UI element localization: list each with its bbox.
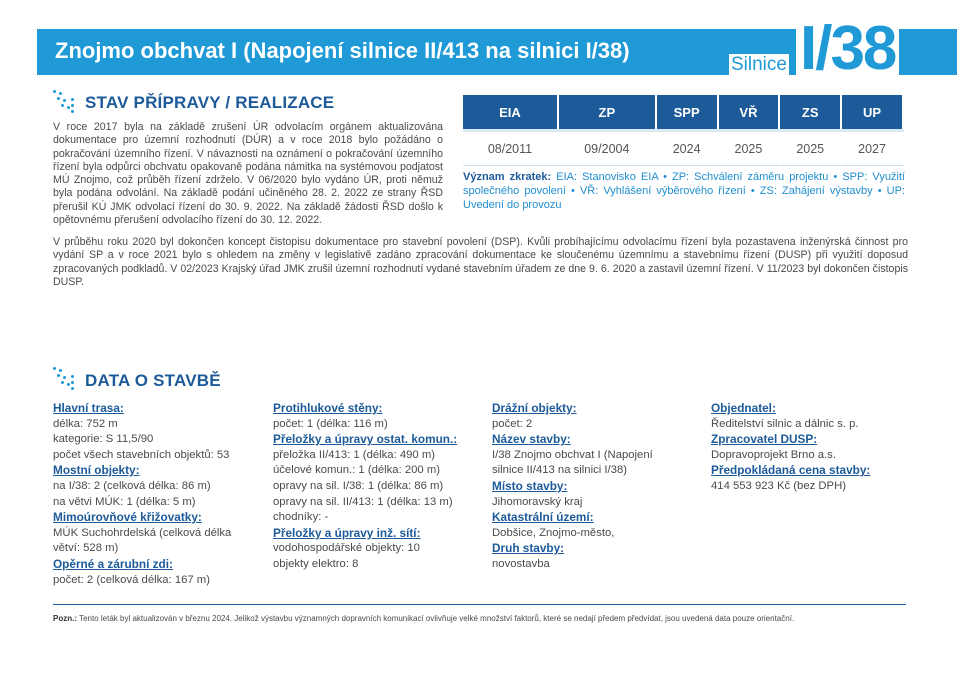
data-label: Protihlukové stěny: bbox=[273, 401, 383, 415]
road-number: I/38 bbox=[796, 18, 899, 80]
data-value: Dopravoprojekt Brno a.s. bbox=[711, 448, 836, 461]
data-value: délka: 752 m bbox=[53, 417, 118, 430]
legend-text: EIA: Stanovisko EIA • ZP: Schválení záměru projektu • SPP: Využití společného povolení • VŘ: Vyhlášení výběrového řízení • ZS: Zahájení výstavby • UP: Uvedení do provozu bbox=[463, 171, 905, 211]
data-value: počet: 1 (délka: 116 m) bbox=[273, 417, 388, 430]
data-column-4 bbox=[711, 401, 911, 495]
data-section-title: DATA O STAVBĚ bbox=[85, 371, 221, 390]
data-value: větví: 528 m) bbox=[53, 542, 119, 555]
data-value: počet: 2 bbox=[492, 417, 533, 430]
phase-date: 2024 bbox=[657, 132, 719, 166]
data-value: 414 553 923 Kč (bez DPH) bbox=[711, 479, 847, 492]
data-value: počet všech stavebních objektů: 53 bbox=[53, 448, 230, 461]
footer-text: Tento leták byl aktualizován v březnu 2024. Jelikož výstavbu významných dopravních komunikací ovlivňuje velké množství faktorů, které se nedají předem předvídat, jsou uvedená data pouze orientační. bbox=[79, 614, 795, 623]
phase-header: EIA bbox=[463, 95, 559, 129]
data-value: Jihomoravský kraj bbox=[492, 495, 583, 508]
data-label: Katastrální území: bbox=[492, 510, 594, 525]
data-value: objekty elektro: 8 bbox=[273, 557, 359, 570]
phase-date: 2027 bbox=[842, 132, 904, 166]
data-label: Objednatel: bbox=[711, 401, 776, 415]
data-value: kategorie: S 11,5/90 bbox=[53, 433, 154, 446]
phase-header: ZP bbox=[559, 95, 657, 129]
status-section-title: STAV PŘÍPRAVY / REALIZACE bbox=[85, 93, 335, 112]
data-label: Přeložky a úpravy inž. sítí: bbox=[273, 525, 421, 540]
phase-header: ZS bbox=[780, 95, 842, 129]
data-label: Zpracovatel DUSP: bbox=[711, 432, 818, 447]
phases-table bbox=[463, 95, 904, 166]
data-value: vodohospodářské objekty: 10 bbox=[273, 542, 420, 555]
data-label: Předpokládaná cena stavby: bbox=[711, 463, 871, 478]
dots-icon bbox=[53, 90, 77, 112]
data-column-1 bbox=[53, 401, 263, 588]
phase-date: 08/2011 bbox=[463, 132, 559, 166]
data-value: novostavba bbox=[492, 557, 550, 570]
data-column-3 bbox=[492, 401, 702, 573]
data-label: Název stavby: bbox=[492, 432, 571, 447]
data-value: na I/38: 2 (celková délka: 86 m) bbox=[53, 479, 211, 492]
data-label: Drážní objekty: bbox=[492, 401, 577, 415]
footer-note bbox=[53, 614, 906, 623]
data-value: Ředitelství silnic a dálnic s. p. bbox=[711, 417, 859, 430]
phase-date: 2025 bbox=[780, 132, 842, 166]
data-label: Mostní objekty: bbox=[53, 463, 140, 478]
data-value: MÚK Suchohrdelská (celková délka bbox=[53, 526, 232, 539]
data-value: opravy na sil. II/413: 1 (délka: 13 m) bbox=[273, 495, 453, 508]
status-intro: V roce 2017 byla na základě zrušení ÚR odvolacím orgánem aktualizována dokumentace pro územní rozhodnutí (DÚR) a v roce 2018 bylo požádáno o pokračování územního řízení. V návaznosti na oznámení o pokračování územního řízení byla odpůrci obchvatu opakovaně podána námitka na systémovou podjatost MÚ Znojmo, což průběh řízení zdrželo. V 06/2020 bylo vydáno ÚR, proti němuž byla podána odvolání. Na základě podání učiněného 28. 2. 2022 ze strany ŘSD přerušil KÚ JMK odvolací řízení do 30. 9. 2022. Na základě žádosti ŘSD došlo k opětovnému přerušení odvolacího řízení do 30. 12. 2022. bbox=[53, 121, 443, 227]
data-value: účelové komun.: 1 (délka: 200 m) bbox=[273, 464, 441, 477]
road-label: Silnice bbox=[731, 54, 787, 75]
data-value: I/38 Znojmo obchvat I (Napojení bbox=[492, 448, 653, 461]
dots-icon bbox=[53, 367, 77, 389]
data-value: přeložka II/413: 1 (délka: 490 m) bbox=[273, 448, 436, 461]
data-label: Mimoúrovňové křižovatky: bbox=[53, 510, 202, 525]
legend-label: Význam zkratek: bbox=[463, 171, 552, 183]
abbreviation-legend bbox=[463, 170, 905, 212]
data-label: Místo stavby: bbox=[492, 478, 568, 493]
phase-date: 09/2004 bbox=[559, 132, 657, 166]
data-value: na větvi MÚK: 1 (délka: 5 m) bbox=[53, 495, 196, 508]
page-title: Znojmo obchvat I (Napojení silnice II/413 na silnici I/38) bbox=[55, 38, 630, 63]
phase-header: VŘ bbox=[719, 95, 781, 129]
data-label: Přeložky a úpravy ostat. komun.: bbox=[273, 432, 458, 447]
data-label: Hlavní trasa: bbox=[53, 401, 124, 415]
data-column-2 bbox=[273, 401, 483, 573]
data-value: Dobšice, Znojmo-město, bbox=[492, 526, 615, 539]
footer-label: Pozn.: bbox=[53, 614, 77, 623]
footer-divider bbox=[53, 604, 906, 605]
phase-header: SPP bbox=[657, 95, 719, 129]
data-label: Druh stavby: bbox=[492, 541, 565, 556]
phase-header: UP bbox=[842, 95, 904, 129]
data-label: Opěrné a zárubní zdi: bbox=[53, 556, 173, 571]
data-value: silnice II/413 na silnici I/38) bbox=[492, 464, 628, 477]
data-value: počet: 2 (celková délka: 167 m) bbox=[53, 573, 210, 586]
status-body: V průběhu roku 2020 byl dokončen koncept čistopisu dokumentace pro stavební povolení (DSP). Kvůli probíhajícímu odvolacímu řízení byla pozastavena inženýrská činnost pro vydání SP a v roce 2021 bylo s ohledem na změny v legislativě zadáno zpracování dokumentace ke sloučenému územnímu a stavebnímu řízení (DUSP) při využití doposud zpracovaných podkladů. V 02/2023 Krajský úřad JMK zrušil územní rozhodnutí vydané stavebním úřadem ze dne 9. 6. 2020 a zastavil územní řízení. V 11/2023 byl dokončen čistopis DUSP. bbox=[53, 236, 908, 288]
phase-date: 2025 bbox=[719, 132, 781, 166]
data-value: opravy na sil. I/38: 1 (délka: 86 m) bbox=[273, 479, 444, 492]
data-value: chodníky: - bbox=[273, 511, 329, 524]
